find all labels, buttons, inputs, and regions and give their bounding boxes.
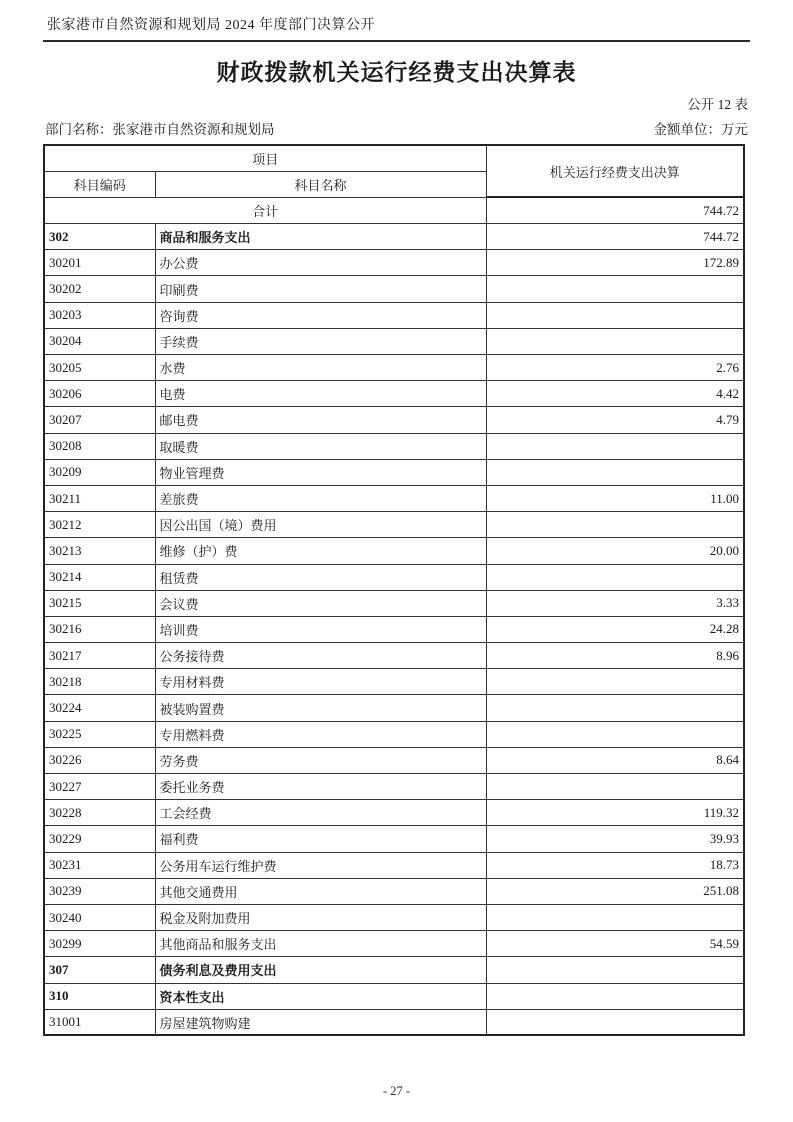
expense-value-cell (486, 433, 744, 459)
subject-name-cell: 差旅费 (155, 485, 486, 511)
subject-name-cell: 房屋建筑物购建 (155, 1009, 486, 1035)
subject-code-cell: 30225 (44, 721, 155, 747)
table-row (44, 983, 744, 1009)
subject-name-cell: 电费 (155, 381, 486, 407)
total-label: 合计 (44, 197, 486, 223)
subject-code-cell: 30201 (44, 250, 155, 276)
subject-name-cell: 公务用车运行维护费 (155, 852, 486, 878)
subject-name-cell: 被装购置费 (155, 695, 486, 721)
table-number-label: 公开 12 表 (687, 97, 748, 112)
subject-code-cell: 30226 (44, 747, 155, 773)
total-value: 744.72 (486, 197, 744, 223)
table-row (44, 328, 744, 354)
subject-code-cell: 30204 (44, 328, 155, 354)
expense-value-cell: 4.42 (486, 381, 744, 407)
table-row (44, 957, 744, 983)
header-subject-code: 科目编码 (44, 171, 155, 197)
header-row-project (44, 145, 744, 171)
expense-value-cell: 2.76 (486, 355, 744, 381)
subject-code-cell: 302 (44, 224, 155, 250)
subject-name-cell: 其他商品和服务支出 (155, 931, 486, 957)
expense-value-cell (486, 512, 744, 538)
expense-value-cell: 11.00 (486, 485, 744, 511)
total-row (44, 197, 744, 223)
running-head: 张家港市自然资源和规划局 2024 年度部门决算公开 (43, 0, 750, 42)
expense-value-cell (486, 302, 744, 328)
table-row (44, 826, 744, 852)
table-row (44, 250, 744, 276)
subject-code-cell: 30207 (44, 407, 155, 433)
subject-code-cell: 30206 (44, 381, 155, 407)
department-name-label: 部门名称：张家港市自然资源和规划局 (45, 122, 275, 137)
table-body (44, 197, 744, 1035)
subject-code-cell: 30218 (44, 669, 155, 695)
subject-name-cell: 取暖费 (155, 433, 486, 459)
subject-name-cell: 专用燃料费 (155, 721, 486, 747)
subject-name-cell: 物业管理费 (155, 459, 486, 485)
subject-code-cell: 30211 (44, 485, 155, 511)
expense-value-cell (486, 459, 744, 485)
subject-name-cell: 福利费 (155, 826, 486, 852)
subject-name-cell: 资本性支出 (155, 983, 486, 1009)
expense-value-cell (486, 669, 744, 695)
expense-value-cell (486, 328, 744, 354)
table-row (44, 355, 744, 381)
expense-table (43, 144, 745, 1036)
header-project: 项目 (44, 145, 486, 171)
subject-code-cell: 30299 (44, 931, 155, 957)
subject-name-cell: 因公出国（境）费用 (155, 512, 486, 538)
header-subject-name: 科目名称 (155, 171, 486, 197)
table-row (44, 852, 744, 878)
subject-name-cell: 债务利息及费用支出 (155, 957, 486, 983)
subject-name-cell: 公务接待费 (155, 643, 486, 669)
table-row (44, 669, 744, 695)
subject-code-cell: 31001 (44, 1009, 155, 1035)
subject-code-cell: 30239 (44, 878, 155, 904)
table-row (44, 616, 744, 642)
expense-value-cell: 18.73 (486, 852, 744, 878)
subject-name-cell: 委托业务费 (155, 774, 486, 800)
table-row (44, 643, 744, 669)
expense-value-cell: 251.08 (486, 878, 744, 904)
expense-value-cell (486, 904, 744, 930)
table-row (44, 774, 744, 800)
subject-code-cell: 30240 (44, 904, 155, 930)
expense-value-cell: 4.79 (486, 407, 744, 433)
subject-code-cell: 30227 (44, 774, 155, 800)
subject-name-cell: 劳务费 (155, 747, 486, 773)
subject-code-cell: 30231 (44, 852, 155, 878)
subject-code-cell: 30209 (44, 459, 155, 485)
subject-code-cell: 310 (44, 983, 155, 1009)
table-header (44, 145, 744, 197)
expense-value-cell: 39.93 (486, 826, 744, 852)
subject-name-cell: 水费 (155, 355, 486, 381)
table-row (44, 459, 744, 485)
table-row (44, 512, 744, 538)
subject-name-cell: 其他交通费用 (155, 878, 486, 904)
expense-value-cell (486, 774, 744, 800)
subject-name-cell: 咨询费 (155, 302, 486, 328)
expense-value-cell (486, 276, 744, 302)
table-row (44, 590, 744, 616)
table-row (44, 433, 744, 459)
expense-value-cell (486, 983, 744, 1009)
expense-value-cell: 20.00 (486, 538, 744, 564)
subject-name-cell: 商品和服务支出 (155, 224, 486, 250)
expense-value-cell: 8.64 (486, 747, 744, 773)
subject-name-cell: 会议费 (155, 590, 486, 616)
subject-code-cell: 30202 (44, 276, 155, 302)
expense-value-cell (486, 695, 744, 721)
subject-code-cell: 30205 (44, 355, 155, 381)
table-row (44, 407, 744, 433)
subject-name-cell: 专用材料费 (155, 669, 486, 695)
table-row (44, 538, 744, 564)
subject-code-cell: 30229 (44, 826, 155, 852)
table-row (44, 224, 744, 250)
subject-code-cell: 30216 (44, 616, 155, 642)
expense-value-cell: 54.59 (486, 931, 744, 957)
subject-code-cell: 30215 (44, 590, 155, 616)
table-row (44, 904, 744, 930)
subject-name-cell: 办公费 (155, 250, 486, 276)
subject-name-cell: 税金及附加费用 (155, 904, 486, 930)
table-row (44, 721, 744, 747)
table-row (44, 381, 744, 407)
subject-code-cell: 30203 (44, 302, 155, 328)
page-title: 财政拨款机关运行经费支出决算表 (216, 60, 577, 85)
subject-code-cell: 30214 (44, 564, 155, 590)
amount-unit-label: 金额单位：万元 (653, 122, 748, 137)
header-value: 机关运行经费支出决算 (486, 145, 744, 197)
page-number: - 27 - (382, 1084, 411, 1098)
subject-code-cell: 307 (44, 957, 155, 983)
meta-row (43, 113, 750, 144)
expense-value-cell: 8.96 (486, 643, 744, 669)
table-row (44, 302, 744, 328)
subject-name-cell: 维修（护）费 (155, 538, 486, 564)
table-row (44, 485, 744, 511)
subject-name-cell: 工会经费 (155, 800, 486, 826)
table-row (44, 931, 744, 957)
expense-value-cell (486, 1009, 744, 1035)
subject-code-cell: 30212 (44, 512, 155, 538)
subject-code-cell: 30217 (44, 643, 155, 669)
expense-value-cell: 172.89 (486, 250, 744, 276)
table-row (44, 276, 744, 302)
subject-code-cell: 30208 (44, 433, 155, 459)
expense-value-cell: 744.72 (486, 224, 744, 250)
expense-value-cell (486, 957, 744, 983)
table-row (44, 800, 744, 826)
table-row (44, 564, 744, 590)
expense-value-cell (486, 564, 744, 590)
subject-code-cell: 30228 (44, 800, 155, 826)
subject-code-cell: 30224 (44, 695, 155, 721)
subject-name-cell: 租赁费 (155, 564, 486, 590)
subject-code-cell: 30213 (44, 538, 155, 564)
expense-value-cell: 119.32 (486, 800, 744, 826)
expense-value-cell: 3.33 (486, 590, 744, 616)
subject-name-cell: 培训费 (155, 616, 486, 642)
table-row (44, 695, 744, 721)
subject-name-cell: 印刷费 (155, 276, 486, 302)
expense-value-cell: 24.28 (486, 616, 744, 642)
table-row (44, 747, 744, 773)
subject-name-cell: 手续费 (155, 328, 486, 354)
table-row (44, 1009, 744, 1035)
expense-value-cell (486, 721, 744, 747)
table-row (44, 878, 744, 904)
subject-name-cell: 邮电费 (155, 407, 486, 433)
